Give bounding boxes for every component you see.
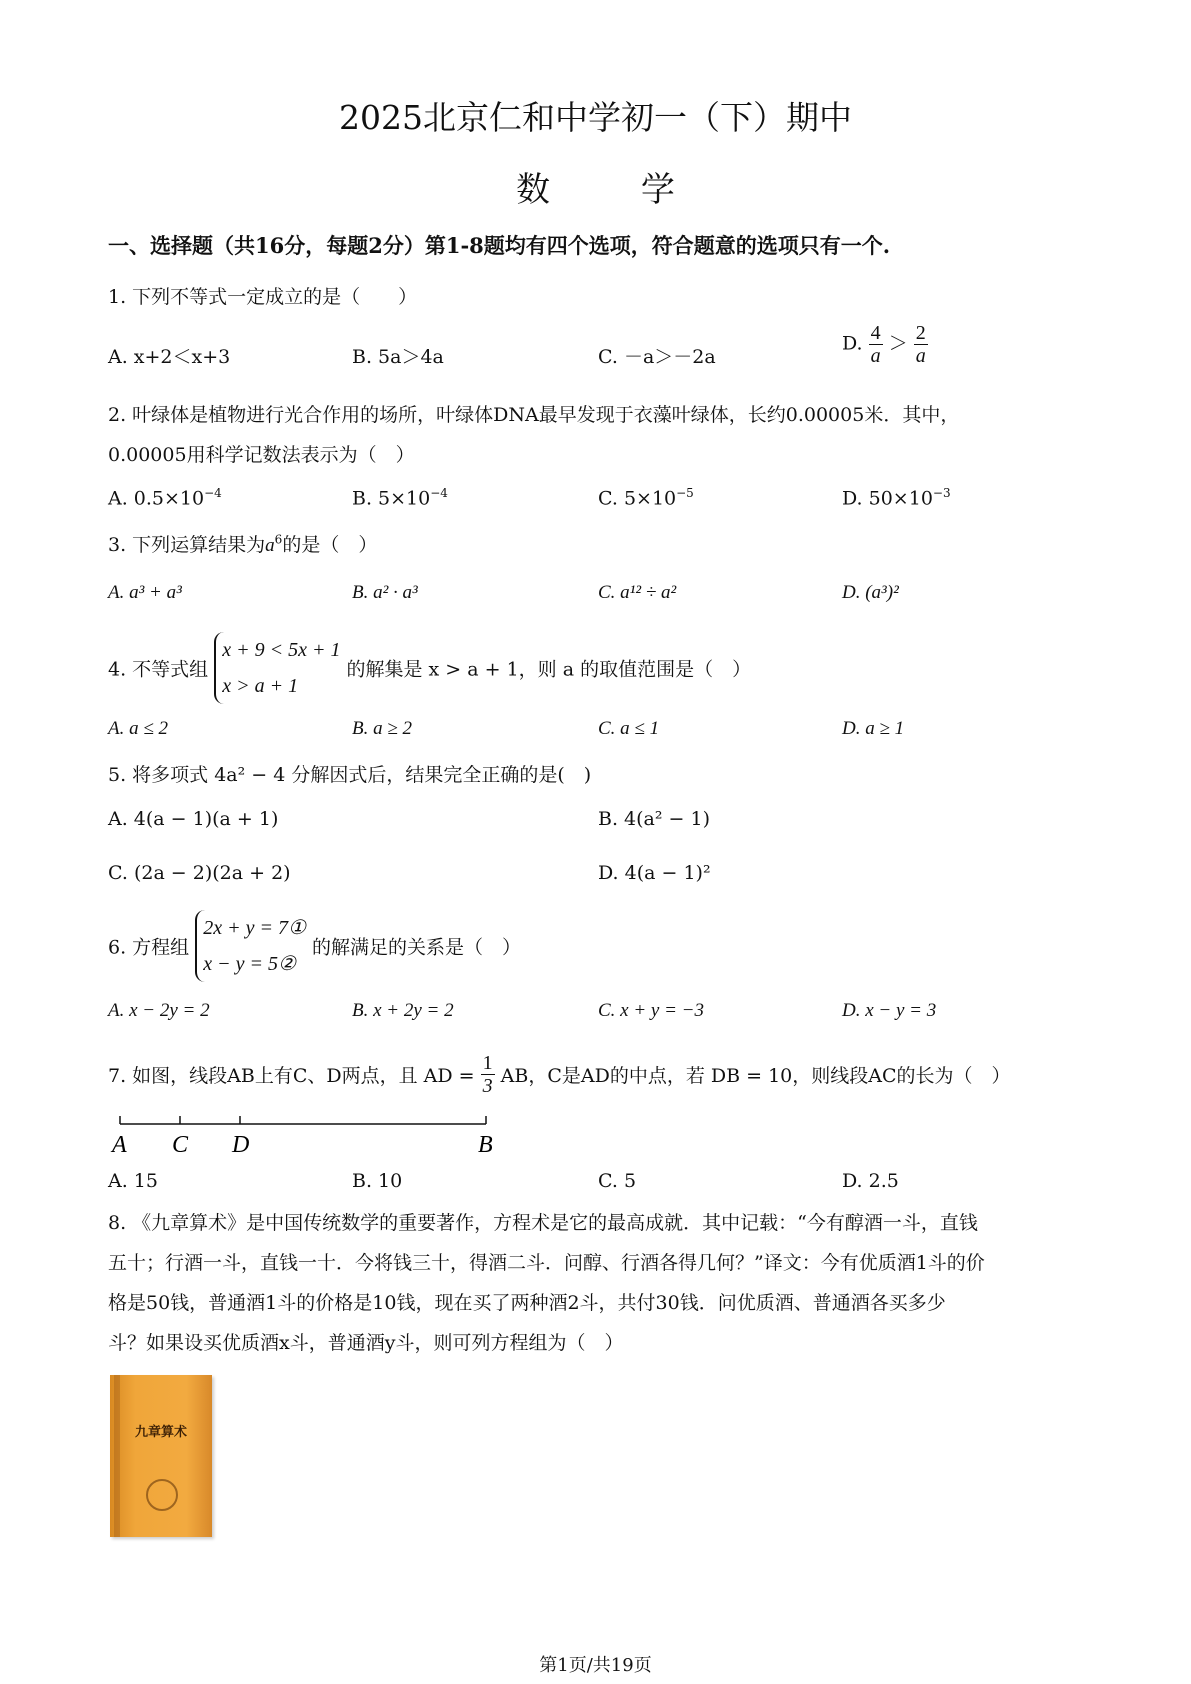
book-spine: [114, 1375, 120, 1537]
q6-option-d: D. x − y = 3: [842, 1000, 937, 1021]
q3-option-d: D. (a³)²: [842, 582, 899, 603]
q7-frac: $\frac{1}{3}$: [482, 1052, 493, 1097]
q2-option-b: B. $5\times 10^{-4}$: [352, 486, 448, 510]
question-6-stem: 6. 方程组 2x + y = 7① x − y = 5② 的解满足的关系是（ ）: [108, 910, 521, 982]
question-8-line-4: 斗？如果设买优质酒x斗，普通酒y斗，则可列方程组为（ ）: [108, 1332, 624, 1354]
q6-option-b: B. x + 2y = 2: [352, 1000, 454, 1021]
q3-option-a: A. a³ + a³: [108, 582, 182, 603]
q6-system: 2x + y = 7① x − y = 5②: [195, 910, 306, 982]
question-3-stem: 3. 下列运算结果为$a^6$的是（ ）: [108, 532, 378, 556]
question-7-stem: 7. 如图，线段AB上有C、D两点，且 AD = $\frac{1}{3}$ AB，C是AD的中点，若 DB = 10，则线段AC的长为（ ）: [108, 1052, 1011, 1097]
question-8-line-2: 五十；行酒一斗，直钱一十．今将钱三十，得酒二斗．问醇、行酒各得几何？”译文：今有优质酒1斗的价: [108, 1252, 985, 1274]
question-8-line-3: 格是50钱，普通酒1斗的价格是10钱，现在买了两种酒2斗，共付30钱．问优质酒、普通酒各买多少: [108, 1292, 946, 1314]
page-footer: 第1页/共19页: [539, 1655, 652, 1676]
question-8-line-1: 8. 《九章算术》是中国传统数学的重要著作，方程术是它的最高成就．其中记载：“今有醇酒一斗，直钱: [108, 1212, 978, 1234]
q7-option-b: B. 10: [352, 1170, 403, 1192]
q2-option-a: A. $0.5\times 10^{-4}$: [108, 486, 222, 510]
q1-d-op: ＞: [888, 332, 908, 355]
question-5-stem: 5. 将多项式 4a² − 4 分解因式后，结果完全正确的是( ): [108, 764, 592, 786]
q2-option-c: C. $5\times 10^{-5}$: [598, 486, 694, 510]
book-title: 九章算术: [134, 1425, 187, 1440]
section-heading: 一、选择题（共16分，每题2分）第1-8题均有四个选项，符合题意的选项只有一个.: [108, 233, 891, 258]
q6-option-a: A. x − 2y = 2: [108, 1000, 210, 1021]
book-emblem-icon: [146, 1479, 178, 1511]
q4-option-c: C. a ≤ 1: [598, 718, 660, 739]
page-title: 2025北京仁和中学初一（下）期中: [339, 98, 852, 137]
q4-option-b: B. a ≥ 2: [352, 718, 413, 739]
q5-option-d: D. 4(a − 1)²: [598, 862, 711, 884]
q7-option-d: D. 2.5: [842, 1170, 899, 1192]
q1-d-prefix: D.: [842, 332, 863, 355]
book-cover-image: [110, 1375, 212, 1537]
q7-option-c: C. 5: [598, 1170, 637, 1192]
q1-option-a: A. x+2＜x+3: [108, 346, 231, 368]
question-1-stem: 1. 下列不等式一定成立的是（ ）: [108, 286, 418, 308]
label-c: C: [172, 1132, 189, 1158]
label-d: D: [232, 1132, 250, 1158]
subject-title: 数 学: [516, 170, 715, 210]
question-2-line-1: 2. 叶绿体是植物进行光合作用的场所，叶绿体DNA最早发现于衣藻叶绿体，长约0.00005米．其中，: [108, 404, 960, 426]
q6-option-c: C. x + y = −3: [598, 1000, 705, 1021]
q4-option-a: A. a ≤ 2: [108, 718, 169, 739]
q4-option-d: D. a ≥ 1: [842, 718, 905, 739]
q5-option-b: B. 4(a² − 1): [598, 808, 710, 830]
q5-option-a: A. 4(a − 1)(a + 1): [108, 808, 279, 830]
q2-option-d: D. $50\times 10^{-3}$: [842, 486, 951, 510]
q1-option-d: [842, 322, 928, 367]
q1-option-b: B. 5a＞4a: [352, 346, 444, 368]
q1-option-c: C. －a＞－2a: [598, 346, 716, 368]
q3-option-c: C. a¹² ÷ a²: [598, 582, 677, 603]
q3-option-b: B. a² · a³: [352, 582, 418, 603]
q7-option-a: A. 15: [108, 1170, 158, 1192]
question-2-line-2: 0.00005用科学记数法表示为（ ）: [108, 444, 415, 466]
q1-d-frac-1: $\frac{4}{a}$: [870, 322, 881, 367]
q1-d-frac-2: $\frac{2}{a}$: [915, 322, 926, 367]
q5-option-c: C. (2a − 2)(2a + 2): [108, 862, 291, 884]
label-b: B: [478, 1132, 493, 1158]
question-4-stem: 4. 不等式组 x + 9 < 5x + 1 x > a + 1 的解集是 x > a + 1，则 a 的取值范围是（ ）: [108, 632, 751, 704]
q4-system: x + 9 < 5x + 1 x > a + 1: [214, 632, 340, 704]
line-segment-figure: [108, 1110, 508, 1160]
label-a: A: [112, 1132, 127, 1158]
